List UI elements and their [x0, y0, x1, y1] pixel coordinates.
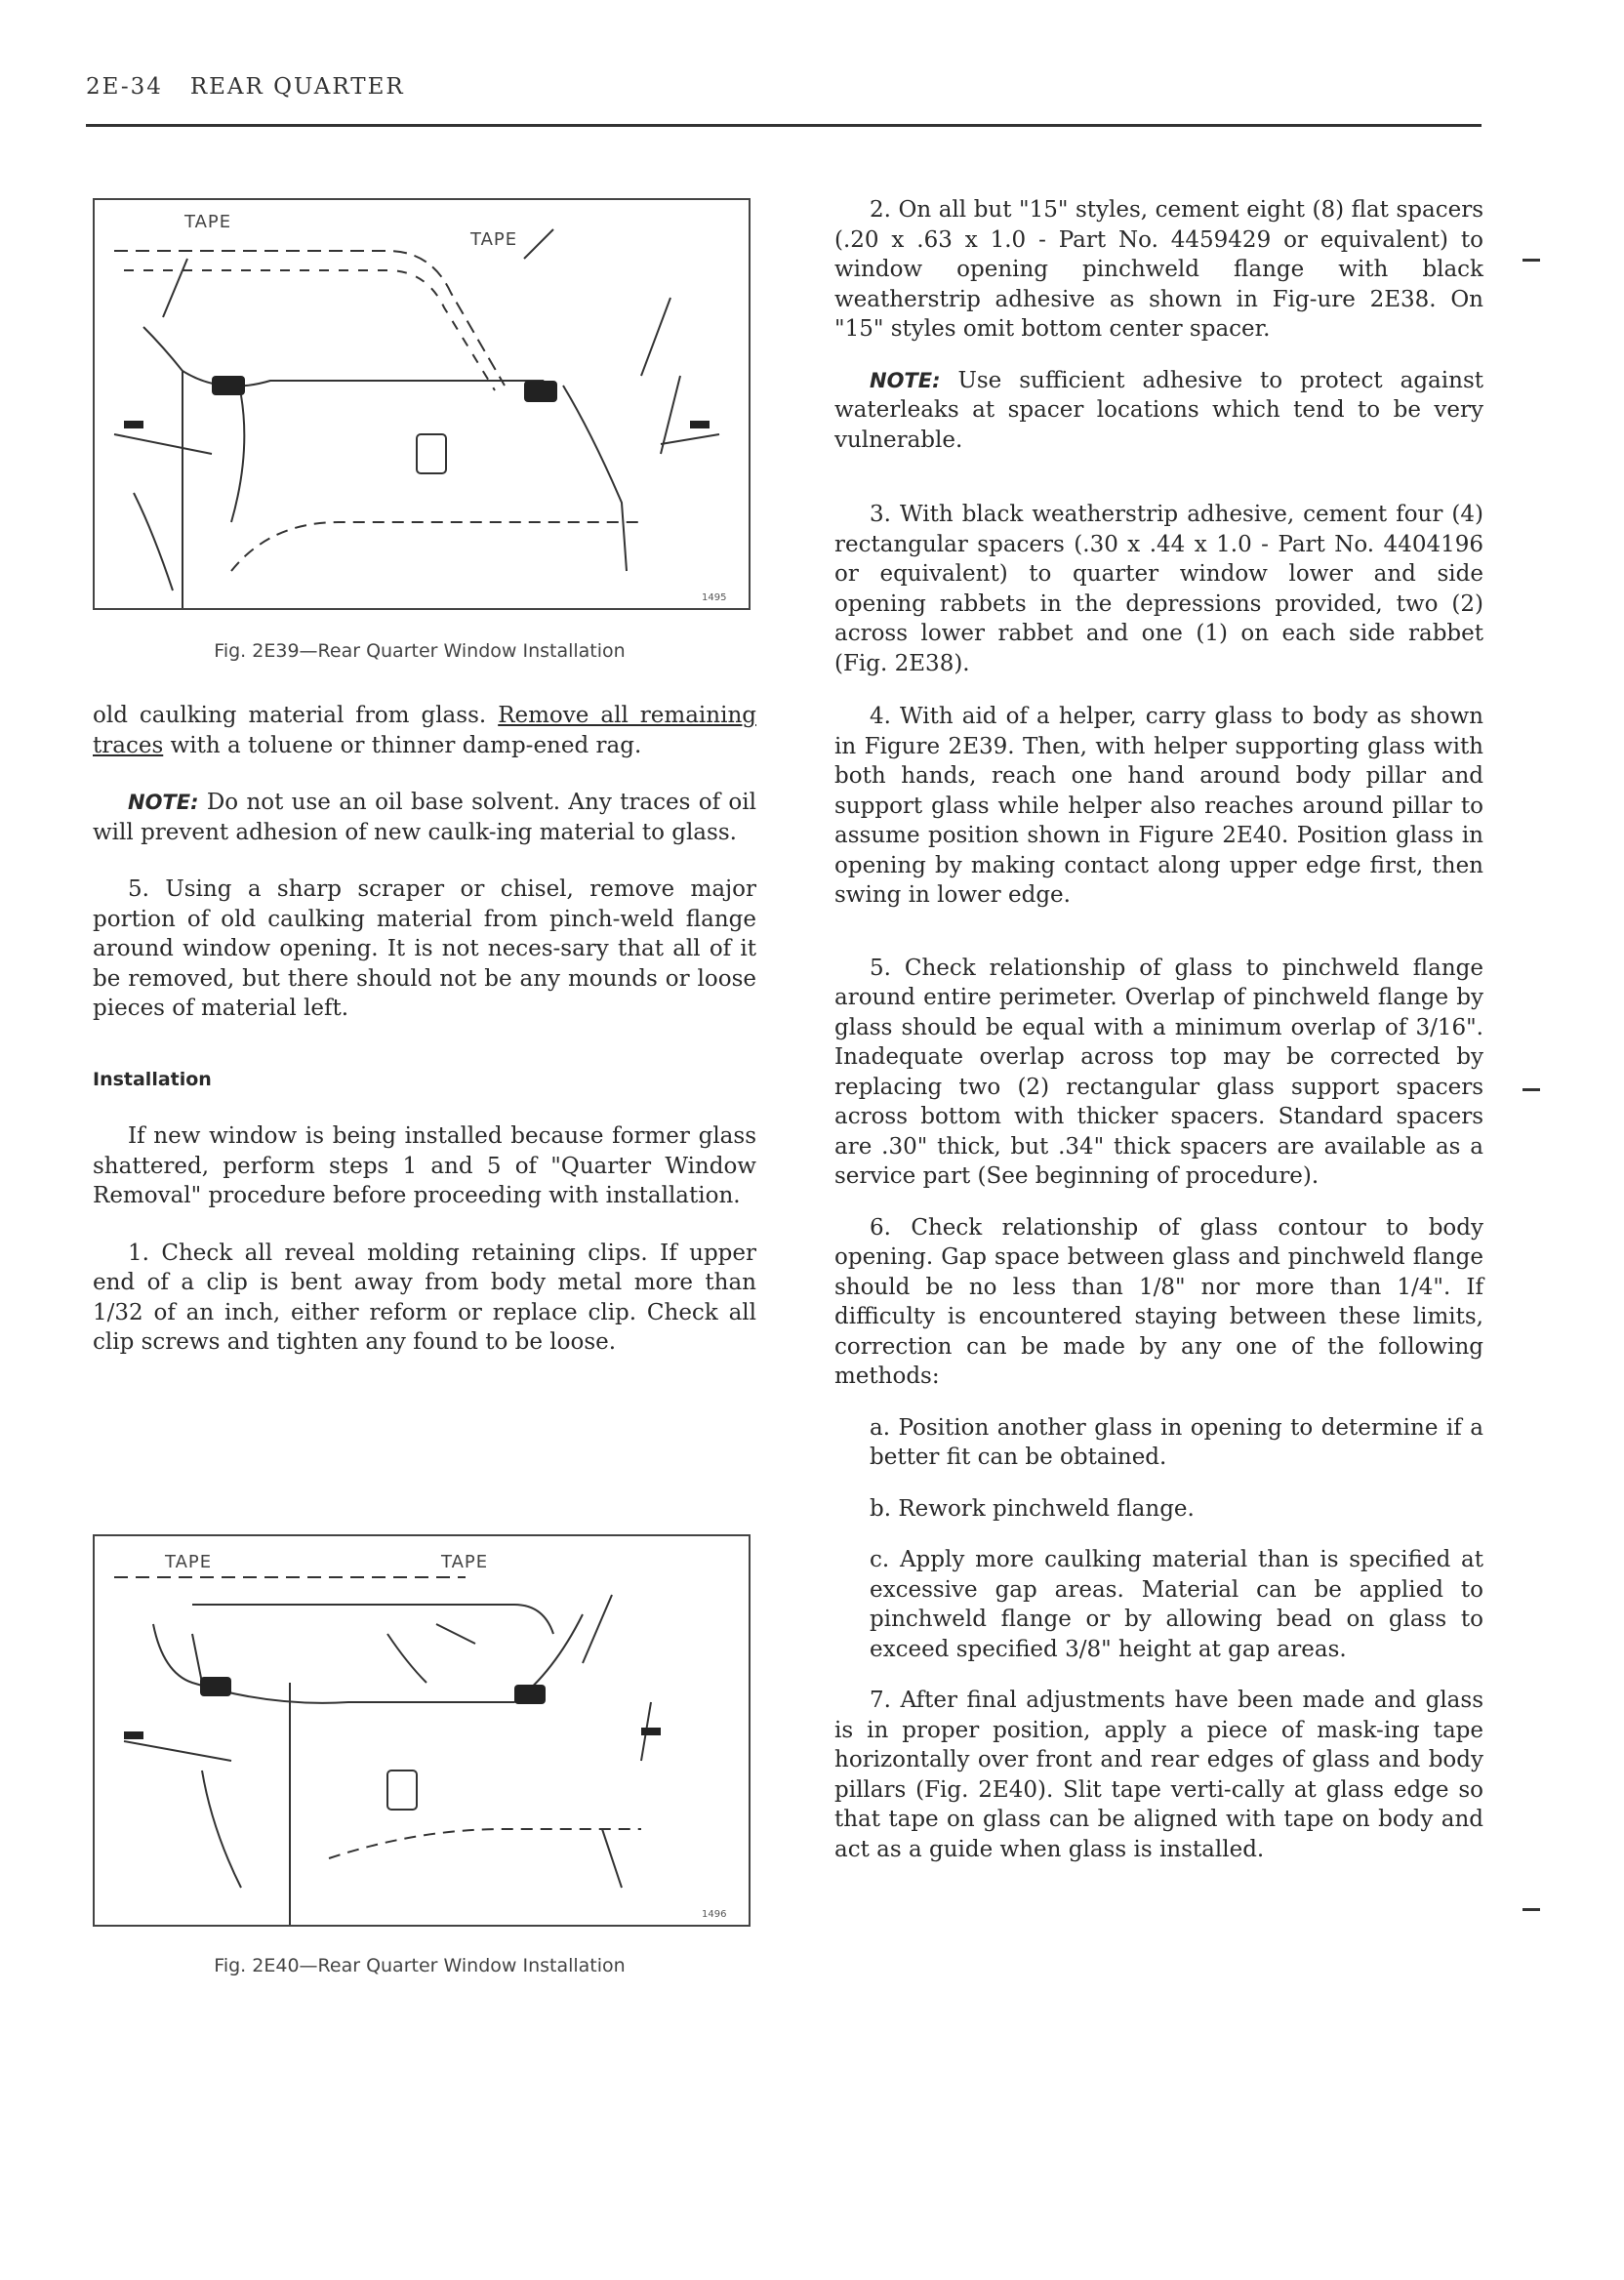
figure-2e39: [93, 198, 751, 610]
step-5-removal: 5. Using a sharp scraper or chisel, remove major portion of old caulking material from pinch-weld flange around window opening. It is not neces-sary that all of it be removed, but there should not be any mounds or loose pieces of material left.: [93, 876, 756, 1021]
page-header: [86, 74, 405, 100]
figure-2e40-illustration: [95, 1536, 749, 1925]
note-label: NOTE:: [128, 791, 199, 814]
step-1-clips: 1. Check all reveal molding retaining clips. If upper end of a clip is bent away from body metal more than 1/32 of an inch, either reform or replace clip. Check all clip screws and tighten any found to be loose.: [93, 1240, 756, 1355]
note-text: Use sufficient adhesive to protect against waterleaks at spacer locations which tend to be very vulnerable.: [834, 367, 1483, 453]
step-5-check-relationship: 5. Check relationship of glass to pinchweld flange around entire perimeter. Overlap of pinchweld flange by glass should be equal with a minimum overlap of 3/16". Inadequate overlap across top may be corrected by replacing two (2) rectangular glass support spacers across bottom with thicker spacers. Standard spacers are .30" thick, but .34" thick spacers are available as a service part (See beginning of procedure).: [834, 955, 1483, 1189]
figure-2e40-number: 1496: [702, 1909, 727, 1920]
note-oil-solvent: [93, 788, 756, 847]
figure-2e40-caption: Fig. 2E40—Rear Quarter Window Installation: [214, 1955, 626, 1976]
header-rule: [86, 124, 1482, 127]
figure-2e40-tape-label-right: TAPE: [441, 1552, 489, 1572]
figure-2e39-tape-label-left: TAPE: [184, 212, 232, 232]
note-label: NOTE:: [870, 368, 941, 392]
continuation-text: old caulking material from glass.: [93, 703, 499, 728]
figure-2e39-caption: Fig. 2E39—Rear Quarter Window Installation: [214, 640, 626, 662]
installation-intro: If new window is being installed because former glass shattered, perform steps 1 and 5 of "Quarter Window Removal" procedure before proceeding with installation.: [93, 1123, 756, 1208]
page-ref: 2E-34: [86, 74, 163, 100]
figure-2e40: [93, 1534, 751, 1927]
note-waterleaks: [834, 366, 1483, 456]
paragraph-continuation: [93, 701, 756, 760]
continuation-emphasis: Remove all remaining traces: [93, 703, 756, 758]
revision-mark: [1522, 1908, 1540, 1911]
revision-mark: [1522, 259, 1540, 262]
figure-2e39-number: 1495: [702, 592, 727, 603]
figure-2e39-tape-label-right: TAPE: [470, 229, 518, 250]
step-6c: c. Apply more caulking material than is specified at excessive gap areas. Material can be applied to pinchweld flange or by allowing bead on glass to exceed specified 3/8" height at gap areas.: [870, 1547, 1483, 1662]
revision-mark: [1522, 1088, 1540, 1091]
note-text: Do not use an oil base solvent. Any traces of oil will prevent adhesion of new caulk-ing material to glass.: [93, 790, 756, 845]
left-column-upper: [93, 701, 756, 1358]
step-3-rectangular-spacers: 3. With black weatherstrip adhesive, cement four (4) rectangular spacers (.30 x .44 x 1.0 - Part No. 4404196 or equivalent) to quarter window lower and side opening rabbets in the depressions provided, two (2) across lower rabbet and one (1) on each side rabbet (Fig. 2E38).: [834, 502, 1483, 676]
step-6-glass-contour: 6. Check relationship of glass contour to body opening. Gap space between glass and pinchweld flange should be no less than 1/8" nor more than 1/4". If difficulty is encountered staying between these limits, correction can be made by any one of the following methods:: [834, 1214, 1483, 1389]
step-6a: a. Position another glass in opening to determine if a better fit can be obtained.: [870, 1414, 1483, 1470]
installation-heading: Installation: [93, 1068, 212, 1090]
step-4-carry-glass: 4. With aid of a helper, carry glass to body as shown in Figure 2E39. Then, with helper supporting glass with both hands, reach one hand around body pillar and support glass while helper also reaches around pillar to assume position shown in Figure 2E40. Position glass in opening by making contact along upper edge first, then swing in lower edge.: [834, 704, 1483, 908]
step-6b: b. Rework pinchweld flange.: [870, 1495, 1195, 1522]
right-column: [834, 195, 1483, 1864]
figure-2e39-illustration: [95, 200, 749, 608]
step-2-spacers: 2. On all but "15" styles, cement eight (8) flat spacers (.20 x .63 x 1.0 - Part No. 4459429 or equivalent) to window opening pinchweld flange with black weatherstrip adhesive as shown in Fig-ure 2E38. On "15" styles omit bottom center spacer.: [834, 197, 1483, 342]
continuation-text-end: with a toluene or thinner damp-ened rag.: [163, 732, 642, 758]
section-title: REAR QUARTER: [189, 74, 405, 100]
step-7-masking-tape: 7. After final adjustments have been made and glass is in proper position, apply a piece of mask-ing tape horizontally over front and rear edges of glass and body pillars (Fig. 2E40). Slit tape verti-cally at glass edge so that tape on glass can be aligned with tape on body and act as a guide when glass is installed.: [834, 1688, 1483, 1862]
figure-2e40-tape-label-left: TAPE: [165, 1552, 213, 1572]
